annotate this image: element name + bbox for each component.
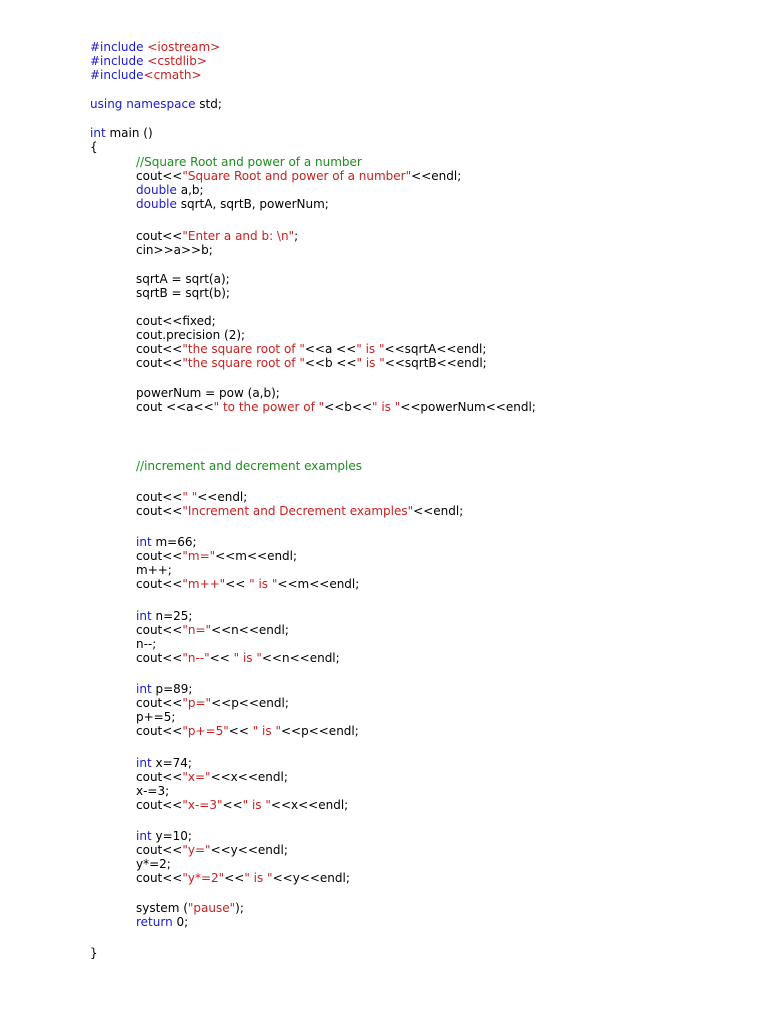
code-line <box>136 901 244 915</box>
code-token: cout<< <box>136 229 183 243</box>
code-token: " is " <box>233 651 262 665</box>
code-token: cout.precision (2); <box>136 328 246 342</box>
code-token: <cstdlib> <box>147 54 207 68</box>
code-line <box>136 756 192 770</box>
code-token: " is " <box>249 577 278 591</box>
code-token: cout<< <box>136 169 183 183</box>
code-token: sqrtA = sqrt(a); <box>136 272 230 286</box>
code-line <box>136 724 359 738</box>
code-token: <<x<<endl; <box>270 798 349 812</box>
code-line <box>136 784 169 798</box>
code-token: p=89; <box>151 682 193 696</box>
code-token: cout<<fixed; <box>136 314 216 328</box>
code-token: "pause" <box>187 901 236 915</box>
code-token: cout<< <box>136 798 183 812</box>
code-token: " is " <box>244 871 273 885</box>
code-line <box>136 696 289 710</box>
code-line <box>136 155 362 169</box>
code-token: <<endl; <box>197 490 248 504</box>
code-line <box>136 272 230 286</box>
code-token: #include <box>90 40 148 54</box>
code-token: <<b<< <box>324 400 372 414</box>
code-line <box>136 459 362 473</box>
code-line <box>136 915 188 929</box>
code-token: <cmath> <box>143 68 202 82</box>
code-line <box>136 563 172 577</box>
code-token: "p=" <box>182 696 212 710</box>
code-token: <<y<<endl; <box>272 871 350 885</box>
code-token: m++; <box>136 563 172 577</box>
code-line <box>136 623 289 637</box>
code-line <box>90 97 222 111</box>
code-token: cout <<a<< <box>136 400 214 414</box>
code-line <box>136 857 171 871</box>
code-line <box>136 710 175 724</box>
code-token: #include <box>90 54 148 68</box>
code-line <box>136 843 288 857</box>
code-token: <<m<<endl; <box>277 577 360 591</box>
code-line <box>136 490 247 504</box>
code-line <box>136 770 288 784</box>
code-token: <<y<<endl; <box>210 843 288 857</box>
code-line <box>136 243 213 257</box>
code-token: y*=2; <box>136 857 171 871</box>
code-line <box>136 829 192 843</box>
code-line <box>136 504 463 518</box>
code-token: "p+=5" <box>182 724 229 738</box>
code-line <box>90 40 220 54</box>
code-line <box>136 286 230 300</box>
code-token: #include <box>90 68 144 82</box>
code-token: "Increment and Decrement examples" <box>182 504 414 518</box>
code-token: cout<< <box>136 504 183 518</box>
code-line <box>136 183 204 197</box>
code-token: << <box>222 798 243 812</box>
code-token: << <box>225 577 250 591</box>
code-token: cout<< <box>136 549 183 563</box>
code-token: "m++" <box>182 577 226 591</box>
code-line <box>136 798 348 812</box>
code-token: int <box>90 126 106 140</box>
code-token: "x=" <box>182 770 211 784</box>
code-token: <iostream> <box>147 40 221 54</box>
code-token: int <box>136 756 152 770</box>
code-token: cout<< <box>136 770 183 784</box>
code-token: "x-=3" <box>182 798 223 812</box>
code-token: 0; <box>172 915 189 929</box>
code-token: <<sqrtB<<endl; <box>384 356 487 370</box>
code-token: n--; <box>136 637 157 651</box>
code-token: " is " <box>356 356 385 370</box>
code-token: << <box>209 651 234 665</box>
code-line <box>136 342 486 356</box>
code-token: //Square Root and power of a number <box>136 155 362 169</box>
code-token: cout<< <box>136 843 183 857</box>
code-token: "the square root of " <box>182 356 305 370</box>
code-token: sqrtB = sqrt(b); <box>136 286 230 300</box>
code-line <box>136 549 297 563</box>
code-token: "n--" <box>182 651 210 665</box>
code-token: double <box>136 197 177 211</box>
code-line <box>136 328 245 342</box>
code-token: m=66; <box>151 535 197 549</box>
code-token: <<m<<endl; <box>215 549 298 563</box>
code-token: <<p<<endl; <box>211 696 289 710</box>
code-token: <<a << <box>304 342 357 356</box>
code-token: cout<< <box>136 342 183 356</box>
code-token: " is " <box>252 724 281 738</box>
code-token: { <box>90 140 98 154</box>
code-line <box>90 68 202 82</box>
code-token: " is " <box>242 798 271 812</box>
code-token: "y=" <box>182 843 211 857</box>
code-line <box>136 682 192 696</box>
code-token: int <box>136 829 152 843</box>
code-token: sqrtA, sqrtB, powerNum; <box>176 197 329 211</box>
code-token: x=74; <box>151 756 192 770</box>
code-token: y=10; <box>151 829 192 843</box>
code-token: " " <box>182 490 198 504</box>
code-line <box>136 386 280 400</box>
code-token: return <box>136 915 173 929</box>
code-token: cout<< <box>136 623 183 637</box>
code-token: "the square root of " <box>182 342 305 356</box>
code-token: <<n<<endl; <box>211 623 289 637</box>
code-token: n=25; <box>151 609 193 623</box>
code-line <box>136 651 340 665</box>
code-token: " to the power of " <box>213 400 325 414</box>
code-token: "y*=2" <box>182 871 225 885</box>
code-line <box>136 609 192 623</box>
code-token: std; <box>195 97 222 111</box>
code-line <box>136 314 216 328</box>
code-token: cin>>a>>b; <box>136 243 213 257</box>
code-line <box>136 169 461 183</box>
code-line <box>136 229 298 243</box>
code-token: cout<< <box>136 871 183 885</box>
code-token: system ( <box>136 901 188 915</box>
code-line <box>136 577 359 591</box>
code-token: <<endl; <box>413 504 464 518</box>
code-token: cout<< <box>136 356 183 370</box>
code-token: p+=5; <box>136 710 176 724</box>
code-token: int <box>136 535 152 549</box>
code-token: "n=" <box>182 623 212 637</box>
code-line <box>136 356 487 370</box>
code-token: x-=3; <box>136 784 170 798</box>
code-token: int <box>136 682 152 696</box>
code-token: <<p<<endl; <box>280 724 359 738</box>
code-token: cout<< <box>136 696 183 710</box>
code-token: " is " <box>356 342 385 356</box>
code-token: a,b; <box>176 183 204 197</box>
code-token: using namespace <box>90 97 196 111</box>
code-token: "Square Root and power of a number" <box>182 169 412 183</box>
code-token: double <box>136 183 177 197</box>
code-token: "m=" <box>182 549 216 563</box>
code-line <box>90 946 98 960</box>
code-token: int <box>136 609 152 623</box>
code-token: <<b << <box>304 356 357 370</box>
code-token: <<x<<endl; <box>210 770 288 784</box>
code-token: cout<< <box>136 651 183 665</box>
code-token: cout<< <box>136 490 183 504</box>
code-line <box>136 871 350 885</box>
code-token: ); <box>235 901 244 915</box>
code-token: <<endl; <box>411 169 462 183</box>
code-token: <<sqrtA<<endl; <box>384 342 487 356</box>
code-line <box>136 400 536 414</box>
code-line <box>90 140 98 154</box>
code-token: } <box>90 946 98 960</box>
code-token: <<powerNum<<endl; <box>400 400 536 414</box>
code-token: << <box>224 871 245 885</box>
code-token: powerNum = pow (a,b); <box>136 386 280 400</box>
code-token: cout<< <box>136 577 183 591</box>
code-token: "Enter a and b: \n" <box>182 229 295 243</box>
code-token: <<n<<endl; <box>261 651 340 665</box>
code-token: //increment and decrement examples <box>136 459 363 473</box>
code-line <box>136 535 197 549</box>
code-line <box>90 126 153 140</box>
code-line <box>136 637 156 651</box>
code-line <box>90 54 207 68</box>
code-line <box>136 197 329 211</box>
code-token: " is " <box>372 400 401 414</box>
code-token: main () <box>105 126 153 140</box>
code-token: ; <box>294 229 299 243</box>
code-token: cout<< <box>136 724 183 738</box>
code-token: << <box>228 724 253 738</box>
